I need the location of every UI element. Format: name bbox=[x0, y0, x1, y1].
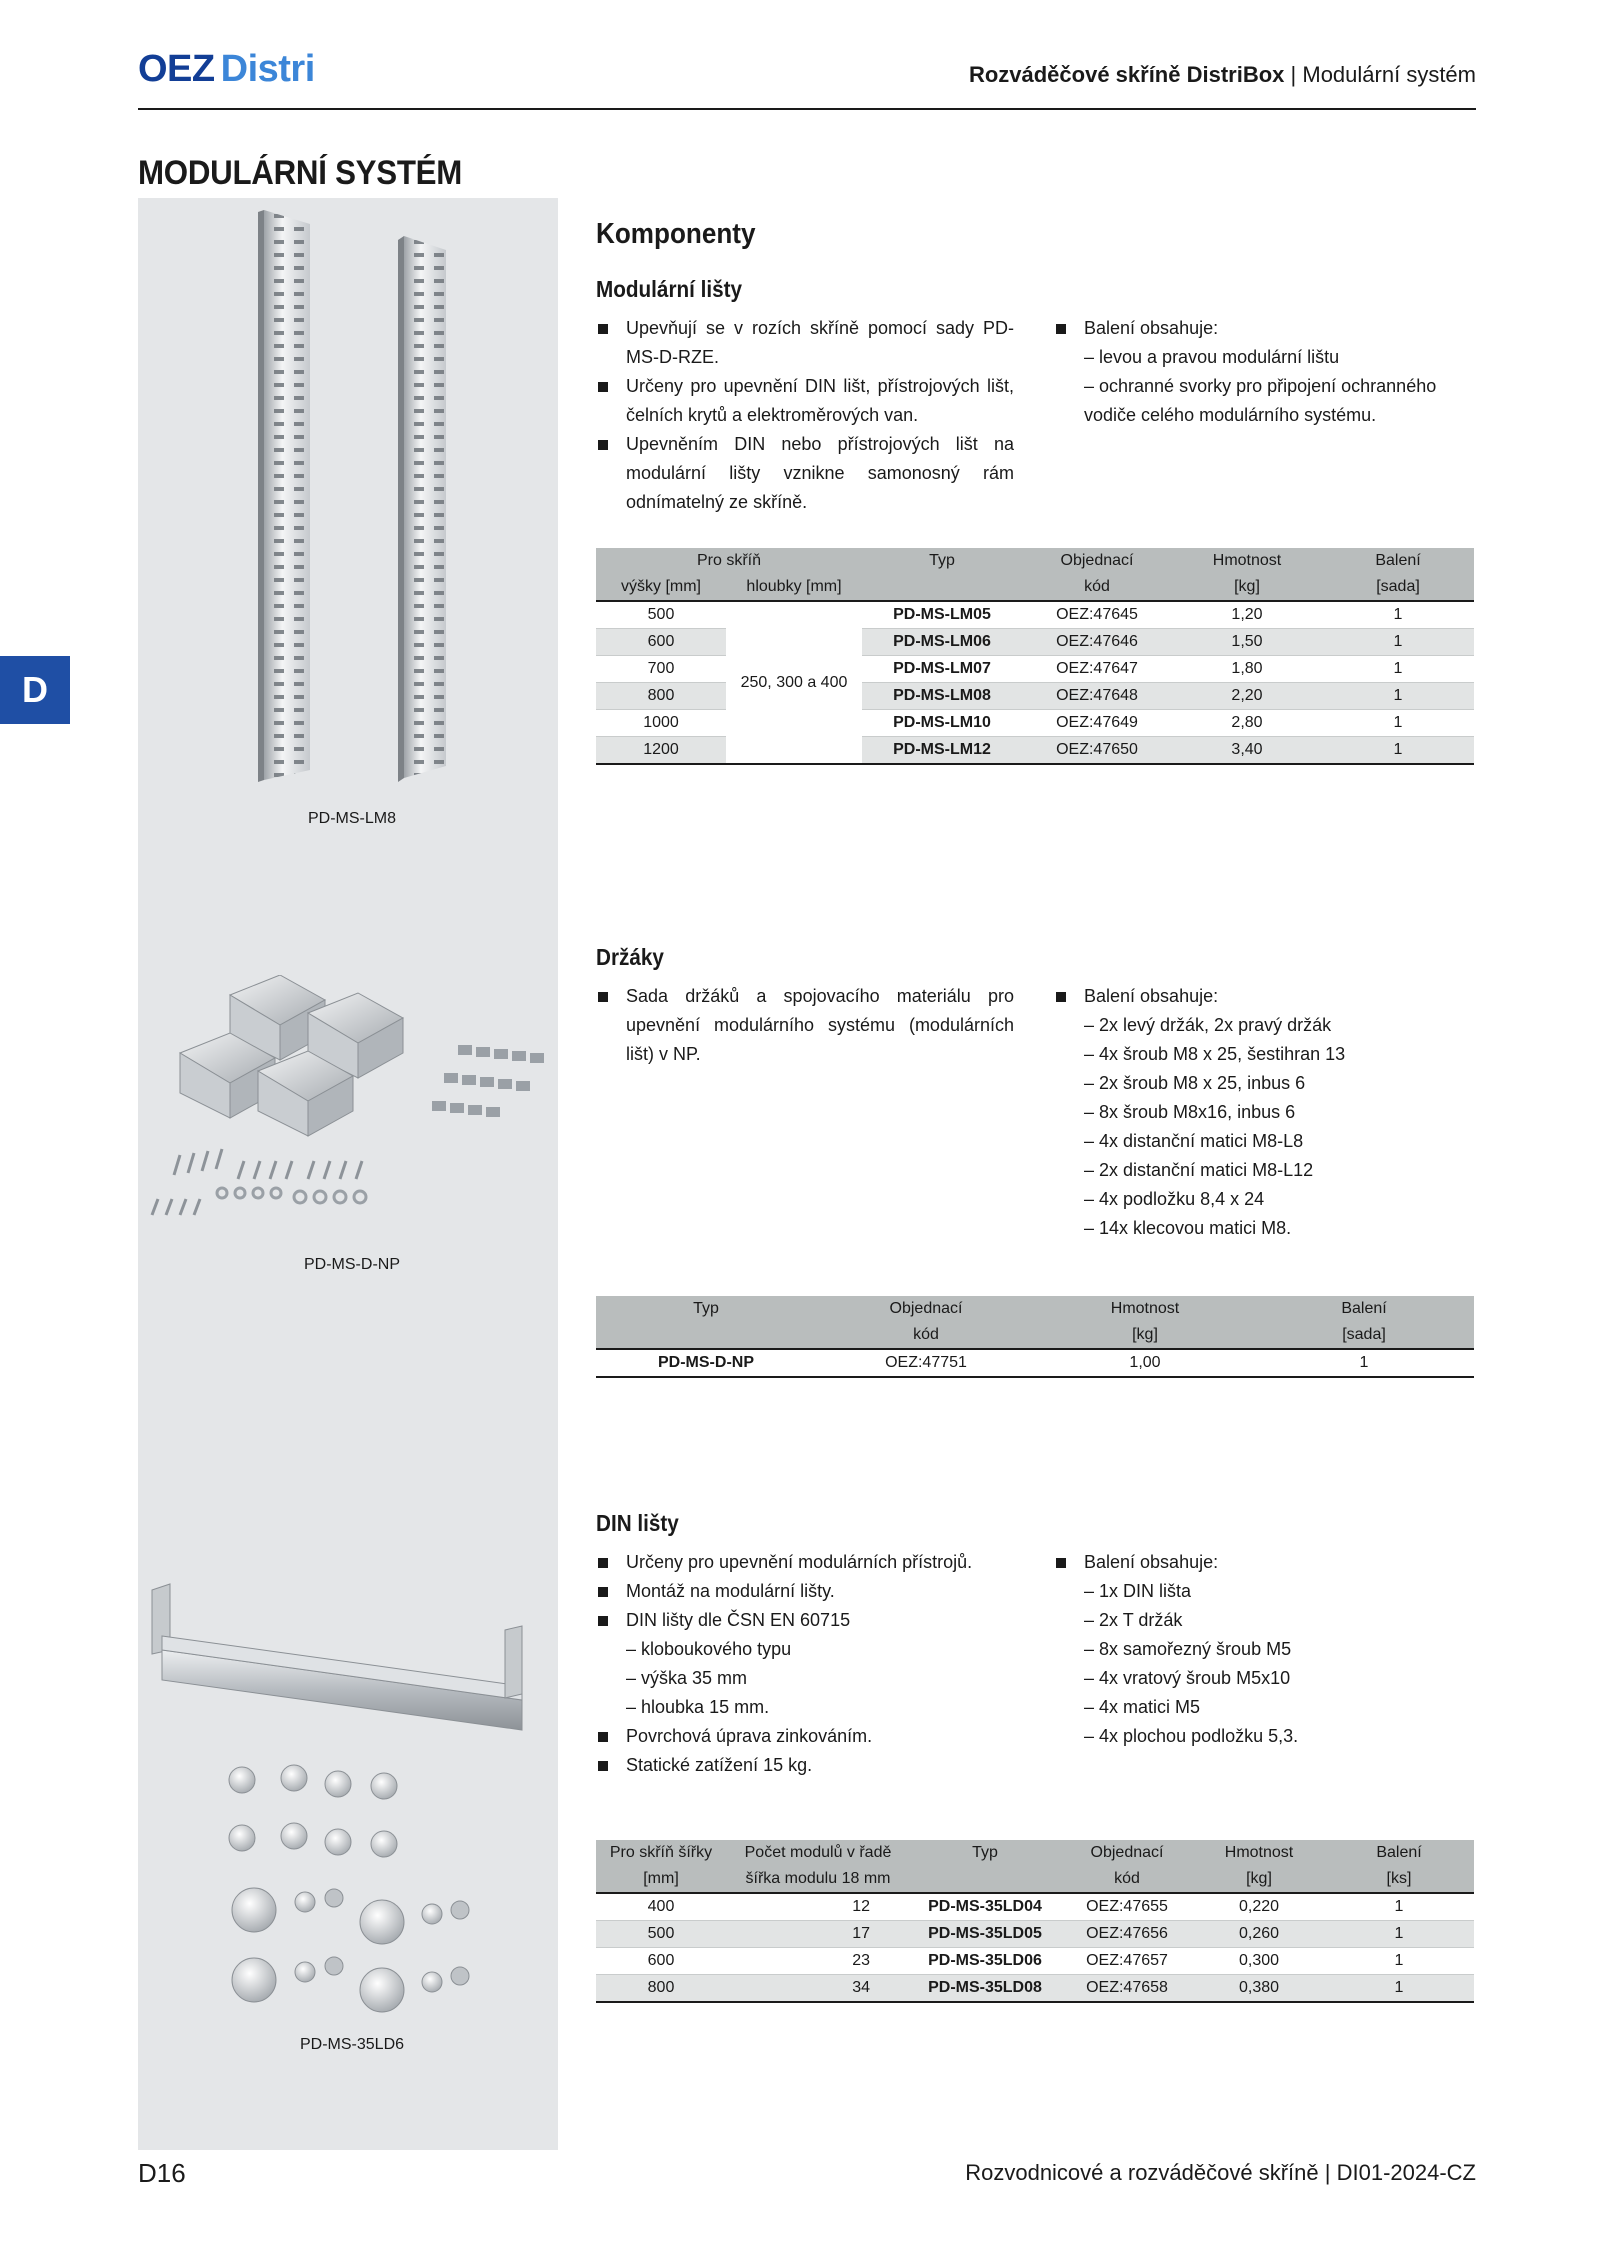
table-row bbox=[596, 1948, 1474, 1975]
section-tab: D bbox=[0, 656, 70, 724]
rails-th-code: Objednací bbox=[1022, 548, 1172, 574]
holders-cell-code: OEZ:47751 bbox=[885, 1354, 967, 1371]
rails-cell-code: OEZ:47650 bbox=[1022, 737, 1172, 765]
din-th-weight-unit: [kg] bbox=[1194, 1866, 1324, 1893]
din-heading: DIN lišty bbox=[596, 1510, 679, 1536]
table-row bbox=[596, 1921, 1474, 1948]
din-cell-modules: 34 bbox=[726, 1975, 910, 2003]
rails-cell-type: PD-MS-LM06 bbox=[862, 629, 1022, 656]
holders-package-list bbox=[1054, 982, 1484, 1011]
din-cell-type: PD-MS-35LD05 bbox=[910, 1921, 1060, 1948]
document-header-title bbox=[969, 62, 1476, 88]
din-cell-type: PD-MS-35LD04 bbox=[928, 1898, 1042, 1915]
rails-cell-type: PD-MS-LM07 bbox=[893, 660, 991, 677]
brackets-image-caption: PD-MS-D-NP bbox=[304, 1256, 400, 1273]
holders-package-item: – 14x klecovou matici M8. bbox=[1084, 1218, 1292, 1238]
din-cell-type: PD-MS-35LD08 bbox=[910, 1975, 1060, 2003]
din-table-wrap bbox=[596, 1840, 1474, 2003]
rails-cell-type: PD-MS-LM10 bbox=[893, 714, 991, 731]
page-title: MODULÁRNÍ SYSTÉM bbox=[138, 154, 463, 192]
din-package-items bbox=[1054, 1577, 1484, 1751]
din-cell-modules: 12 bbox=[852, 1898, 870, 1915]
din-th-type: Typ bbox=[910, 1840, 1060, 1866]
din-cell-pack: 1 bbox=[1324, 1921, 1474, 1948]
din-cell-code: OEZ:47658 bbox=[1060, 1975, 1194, 2003]
holders-package-item: – 4x šroub M8 x 25, šestihran 13 bbox=[1084, 1044, 1346, 1064]
rails-features bbox=[596, 314, 1014, 517]
din-cell-modules: 23 bbox=[852, 1952, 870, 1969]
table-row bbox=[596, 1975, 1474, 2003]
rails-cell-weight: 1,80 bbox=[1231, 660, 1263, 677]
rails-cell-height: 1000 bbox=[643, 714, 679, 731]
din-feature-item: Povrchová úprava zinkováním. bbox=[596, 1722, 1014, 1751]
din-feature-item: – výška 35 mm bbox=[626, 1668, 748, 1688]
din-th-module-width: šířka modulu 18 mm bbox=[726, 1866, 910, 1893]
brackets-illustration bbox=[140, 975, 560, 1245]
holders-table-body bbox=[596, 1349, 1474, 1377]
din-th-modules: Počet modulů v řadě bbox=[726, 1840, 910, 1866]
rails-cell-type: PD-MS-LM08 bbox=[862, 683, 1022, 710]
components-heading: Komponenty bbox=[596, 218, 756, 250]
din-cell-pack: 1 bbox=[1324, 1975, 1474, 2003]
din-cell-width: 800 bbox=[596, 1975, 726, 2003]
rails-feature-item: Upevňují se v rozích skříně pomocí sady PD-MS-D-RZE. bbox=[596, 314, 1014, 372]
holders-cell-weight: 1,00 bbox=[1129, 1354, 1161, 1371]
table-row bbox=[596, 1349, 1474, 1377]
din-cell-width: 600 bbox=[647, 1952, 675, 1969]
din-th-pack: Balení bbox=[1324, 1840, 1474, 1866]
din-table-body bbox=[596, 1893, 1474, 2002]
rails-table-body bbox=[596, 601, 1474, 764]
din-package bbox=[1054, 1548, 1484, 1751]
rails-package-list bbox=[1054, 314, 1484, 343]
din-package-intro: Balení obsahuje: bbox=[1054, 1548, 1484, 1577]
modular-rails-heading: Modulární lišty bbox=[596, 276, 743, 302]
rails-th-depth: hloubky [mm] bbox=[726, 574, 862, 601]
holders-package-item: – 2x šroub M8 x 25, inbus 6 bbox=[1084, 1073, 1306, 1093]
rails-th-type: Typ bbox=[862, 548, 1022, 574]
rails-th-code-2: kód bbox=[1022, 574, 1172, 601]
holders-package bbox=[1054, 982, 1484, 1243]
rails-cell-pack: 1 bbox=[1322, 683, 1474, 710]
din-cell-pack: 1 bbox=[1394, 1952, 1404, 1969]
din-feature-list bbox=[596, 1548, 1014, 1780]
rails-package-items bbox=[1054, 343, 1484, 430]
logo-oez-text: OEZ bbox=[138, 48, 215, 90]
rails-cell-weight: 1,20 bbox=[1231, 606, 1263, 623]
footer-separator: | bbox=[1324, 2160, 1331, 2185]
holders-table bbox=[596, 1296, 1474, 1378]
rails-package-item: – levou a pravou modulární lištu bbox=[1084, 347, 1340, 367]
din-th-width-unit: [mm] bbox=[596, 1866, 726, 1893]
rails-cell-type: PD-MS-LM12 bbox=[862, 737, 1022, 765]
din-cell-width: 400 bbox=[647, 1898, 675, 1915]
din-feature-item: – kloboukového typu bbox=[626, 1639, 792, 1659]
din-package-item: – 4x plochou podložku 5,3. bbox=[1084, 1726, 1299, 1746]
rails-cell-type: PD-MS-LM05 bbox=[893, 606, 991, 623]
holders-heading: Držáky bbox=[596, 944, 664, 970]
rails-table-wrap bbox=[596, 548, 1474, 765]
holders-package-item: – 4x distanční matici M8-L8 bbox=[1084, 1131, 1304, 1151]
din-th-code: Objednací bbox=[1060, 1840, 1194, 1866]
rails-package-item: – ochranné svorky pro připojení ochranného vodiče celého modulárního systému. bbox=[1084, 376, 1437, 425]
footer-title-text: Rozvodnicové a rozváděčové skříně bbox=[965, 2160, 1319, 2185]
table-row bbox=[596, 1893, 1474, 1921]
holders-package-item: – 4x podložku 8,4 x 24 bbox=[1084, 1189, 1265, 1209]
rails-feature-list bbox=[596, 314, 1014, 517]
din-feature-item: Montáž na modulární lišty. bbox=[596, 1577, 1014, 1606]
rails-cell-weight: 2,20 bbox=[1172, 683, 1322, 710]
din-cell-type: PD-MS-35LD06 bbox=[928, 1952, 1042, 1969]
page-number: D16 bbox=[138, 2158, 186, 2188]
holders-feature-item: Sada držáků a spojovacího materiálu pro upevnění modulárního systému (modulárních lišt) v NP. bbox=[596, 982, 1014, 1069]
rails-cell-height: 700 bbox=[647, 660, 675, 677]
rails-th-pack: Balení bbox=[1322, 548, 1474, 574]
header-title-bold: Rozváděčové skříně DistriBox bbox=[968, 62, 1285, 87]
din-cell-weight: 0,220 bbox=[1238, 1898, 1280, 1915]
holders-package-item: – 2x distanční matici M8-L12 bbox=[1084, 1160, 1314, 1180]
rails-feature-item: Určeny pro upevnění DIN lišt, přístrojových lišt, čelních krytů a elektroměrových van. bbox=[596, 372, 1014, 430]
din-package-item: – 8x samořezný šroub M5 bbox=[1084, 1639, 1292, 1659]
din-package-list bbox=[1054, 1548, 1484, 1577]
rails-package-intro: Balení obsahuje: bbox=[1054, 314, 1484, 343]
rails-cell-pack: 1 bbox=[1322, 629, 1474, 656]
rails-cell-weight: 2,80 bbox=[1231, 714, 1263, 731]
din-cell-code: OEZ:47656 bbox=[1060, 1921, 1194, 1948]
footer-doc-code: DI01-2024-CZ bbox=[1336, 2160, 1476, 2185]
din-table bbox=[596, 1840, 1474, 2003]
header-title-regular: Modulární systém bbox=[1302, 62, 1476, 87]
rails-th-height: výšky [mm] bbox=[596, 574, 726, 601]
rails-package bbox=[1054, 314, 1484, 430]
din-th-width: Pro skříň šířky bbox=[596, 1840, 726, 1866]
holders-features bbox=[596, 982, 1014, 1069]
rails-cell-code: OEZ:47646 bbox=[1022, 629, 1172, 656]
rails-table bbox=[596, 548, 1474, 765]
din-th-weight: Hmotnost bbox=[1194, 1840, 1324, 1866]
rails-cell-height: 1200 bbox=[596, 737, 726, 765]
din-th-pack-unit: [ks] bbox=[1324, 1866, 1474, 1893]
holders-th-code: Objednací bbox=[816, 1296, 1036, 1322]
rails-th-weight: Hmotnost bbox=[1172, 548, 1322, 574]
header-divider bbox=[138, 108, 1476, 110]
din-rail-illustration bbox=[150, 1570, 550, 2040]
rails-cell-height: 500 bbox=[647, 606, 675, 623]
holders-th-weight-unit: [kg] bbox=[1036, 1322, 1254, 1349]
holders-th-code-2: kód bbox=[816, 1322, 1036, 1349]
din-package-item: – 2x T držák bbox=[1084, 1610, 1183, 1630]
footer-title bbox=[965, 2160, 1476, 2186]
holders-th-type: Typ bbox=[596, 1296, 816, 1322]
holders-th-weight: Hmotnost bbox=[1036, 1296, 1254, 1322]
rails-cell-pack: 1 bbox=[1393, 660, 1403, 677]
holders-th-pack-unit: [sada] bbox=[1254, 1322, 1474, 1349]
table-row bbox=[596, 601, 1474, 629]
holders-package-item: – 8x šroub M8x16, inbus 6 bbox=[1084, 1102, 1296, 1122]
holders-package-items bbox=[1054, 1011, 1484, 1243]
rails-cell-pack: 1 bbox=[1322, 737, 1474, 765]
holders-cell-type: PD-MS-D-NP bbox=[658, 1354, 754, 1371]
rails-cell-height: 600 bbox=[596, 629, 726, 656]
modular-rails-image bbox=[250, 210, 450, 790]
rails-th-pack-unit: [sada] bbox=[1322, 574, 1474, 601]
holders-cell-pack: 1 bbox=[1359, 1354, 1369, 1371]
rails-cell-pack: 1 bbox=[1393, 714, 1403, 731]
din-image-caption: PD-MS-35LD6 bbox=[300, 2036, 405, 2053]
din-rail-image bbox=[150, 1570, 550, 2040]
rails-cell-code: OEZ:47649 bbox=[1056, 714, 1138, 731]
din-cell-code: OEZ:47657 bbox=[1086, 1952, 1168, 1969]
din-feature-item: – hloubka 15 mm. bbox=[626, 1697, 770, 1717]
din-features bbox=[596, 1548, 1014, 1780]
rails-cell-code: OEZ:47648 bbox=[1022, 683, 1172, 710]
holders-th-pack: Balení bbox=[1254, 1296, 1474, 1322]
rails-image-caption: PD-MS-LM8 bbox=[308, 810, 397, 827]
rails-cell-depth: 250, 300 a 400 bbox=[726, 601, 862, 764]
din-th-type-2 bbox=[910, 1866, 1060, 1893]
rails-cell-weight: 1,50 bbox=[1172, 629, 1322, 656]
holders-feature-list bbox=[596, 982, 1014, 1069]
holders-package-intro: Balení obsahuje: bbox=[1054, 982, 1484, 1011]
holders-package-item: – 2x levý držák, 2x pravý držák bbox=[1084, 1015, 1332, 1035]
modular-rails-illustration bbox=[250, 210, 450, 790]
rails-cell-code: OEZ:47645 bbox=[1056, 606, 1138, 623]
oez-distri-logo bbox=[138, 48, 315, 91]
rails-th-group: Pro skříň bbox=[596, 548, 862, 574]
rails-cell-height: 800 bbox=[596, 683, 726, 710]
brackets-image bbox=[140, 975, 560, 1245]
din-cell-weight: 0,380 bbox=[1194, 1975, 1324, 2003]
din-package-item: – 1x DIN lišta bbox=[1084, 1581, 1192, 1601]
rails-th-type-2 bbox=[862, 574, 1022, 601]
din-feature-item: DIN lišty dle ČSN EN 60715 bbox=[596, 1606, 1014, 1635]
din-package-item: – 4x matici M5 bbox=[1084, 1697, 1201, 1717]
din-package-item: – 4x vratový šroub M5x10 bbox=[1084, 1668, 1291, 1688]
din-feature-item: Statické zatížení 15 kg. bbox=[596, 1751, 1014, 1780]
din-cell-code: OEZ:47655 bbox=[1086, 1898, 1168, 1915]
din-cell-weight: 0,260 bbox=[1194, 1921, 1324, 1948]
rails-feature-item: Upevněním DIN nebo přístrojových lišt na modulární lišty vznikne samonosný rám odnímatelný ze skříně. bbox=[596, 430, 1014, 517]
rails-cell-weight: 3,40 bbox=[1172, 737, 1322, 765]
header-title-separator: | bbox=[1290, 62, 1297, 87]
logo-distri-text: Distri bbox=[220, 48, 315, 90]
din-cell-pack: 1 bbox=[1394, 1898, 1404, 1915]
rails-th-weight-unit: [kg] bbox=[1172, 574, 1322, 601]
din-cell-weight: 0,300 bbox=[1238, 1952, 1280, 1969]
din-feature-item: Určeny pro upevnění modulárních přístrojů. bbox=[596, 1548, 1014, 1577]
din-cell-modules: 17 bbox=[726, 1921, 910, 1948]
din-cell-width: 500 bbox=[596, 1921, 726, 1948]
din-th-code-2: kód bbox=[1060, 1866, 1194, 1893]
rails-cell-code: OEZ:47647 bbox=[1056, 660, 1138, 677]
holders-th-type-2 bbox=[596, 1322, 816, 1349]
holders-table-wrap bbox=[596, 1296, 1474, 1378]
rails-cell-pack: 1 bbox=[1393, 606, 1403, 623]
